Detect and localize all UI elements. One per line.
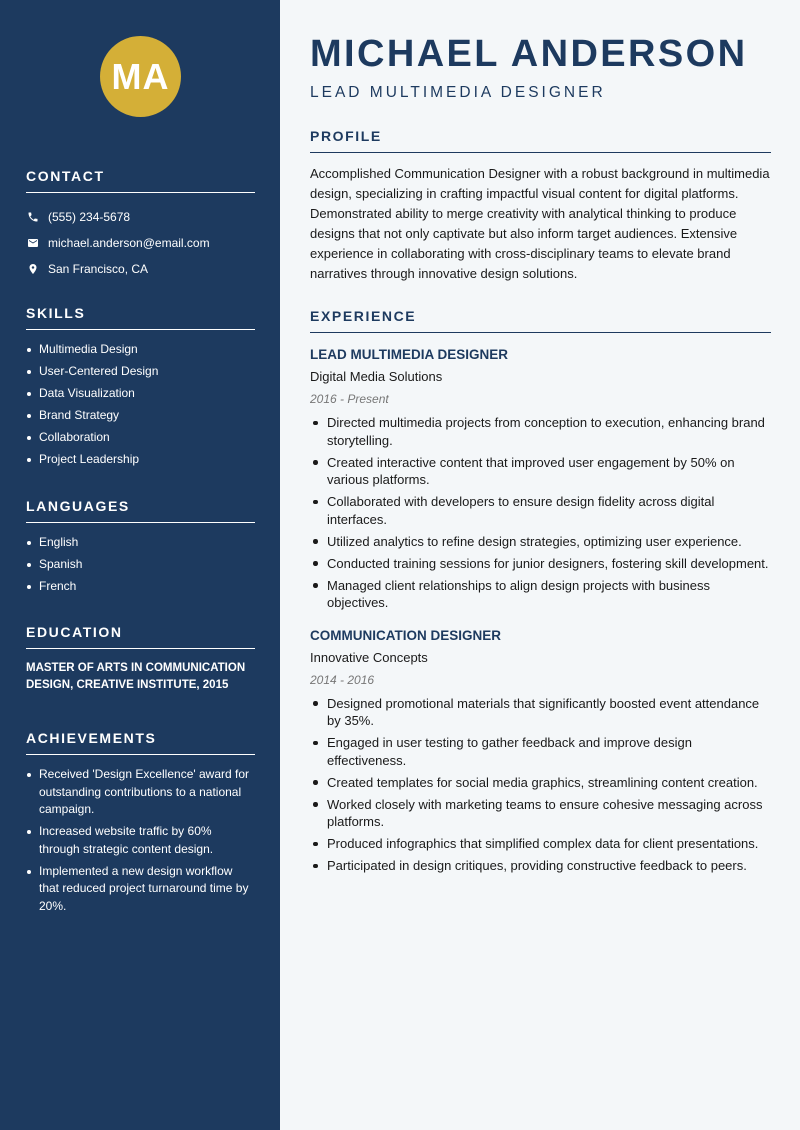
job-bullet: Directed multimedia projects from conception to execution, enhancing brand storytelling.	[310, 414, 771, 449]
candidate-name: MICHAEL ANDERSON	[310, 33, 748, 75]
achievement-item: Implemented a new design workflow that reduced project turnaround time by 20%.	[26, 863, 255, 916]
language-item: Spanish	[26, 556, 255, 574]
phone-text: (555) 234-5678	[48, 210, 131, 224]
skills-heading: SKILLS	[26, 305, 255, 330]
job-bullet: Created interactive content that improved user engagement by 50% on various platforms.	[310, 454, 771, 489]
job-bullet: Produced infographics that simplified complex data for client presentations.	[310, 835, 771, 853]
job-bullet: Created templates for social media graphics, streamlining content creation.	[310, 774, 771, 792]
achievements-section	[26, 730, 255, 920]
language-item: French	[26, 578, 255, 596]
job-entry	[310, 626, 771, 875]
job-bullet: Designed promotional materials that significantly boosted event attendance by 35%.	[310, 695, 771, 730]
skill-item: Brand Strategy	[26, 407, 255, 425]
job-bullet: Managed client relationships to align design projects with business objectives.	[310, 577, 771, 612]
contact-email	[26, 230, 255, 256]
experience-section	[310, 308, 771, 879]
skill-item: Collaboration	[26, 429, 255, 447]
email-icon	[26, 237, 39, 250]
job-bullet: Conducted training sessions for junior designers, fostering skill development.	[310, 555, 771, 573]
education-entry: MASTER OF ARTS IN COMMUNICATION DESIGN, CREATIVE INSTITUTE, 2015	[26, 662, 246, 691]
phone-icon	[26, 211, 39, 224]
job-bullet: Engaged in user testing to gather feedback and improve design effectiveness.	[310, 734, 771, 769]
language-item: English	[26, 534, 255, 552]
profile-heading: PROFILE	[310, 128, 771, 153]
job-bullet: Worked closely with marketing teams to ensure cohesive messaging across platforms.	[310, 796, 771, 831]
candidate-title: LEAD MULTIMEDIA DESIGNER	[310, 84, 606, 101]
job-bullet: Utilized analytics to refine design strategies, optimizing user experience.	[310, 533, 771, 551]
avatar: MA	[100, 36, 181, 117]
languages-section	[26, 498, 255, 600]
email-text: michael.anderson@email.com	[48, 236, 210, 250]
skill-item: User-Centered Design	[26, 363, 255, 381]
education-heading: EDUCATION	[26, 624, 255, 649]
contact-phone	[26, 204, 255, 230]
location-pin-icon	[26, 263, 39, 276]
achievement-item: Increased website traffic by 60% through strategic content design.	[26, 823, 255, 858]
job-dates: 2014 - 2016	[310, 672, 375, 687]
skill-item: Project Leadership	[26, 451, 255, 469]
contact-location	[26, 256, 255, 282]
job-title: LEAD MULTIMEDIA DESIGNER	[310, 347, 508, 362]
contact-section	[26, 168, 255, 282]
job-company: Innovative Concepts	[310, 649, 428, 665]
job-company: Digital Media Solutions	[310, 369, 443, 384]
skill-item: Data Visualization	[26, 385, 255, 403]
main-content	[280, 0, 800, 1130]
education-section	[26, 624, 255, 694]
languages-heading: LANGUAGES	[26, 498, 255, 523]
experience-heading: EXPERIENCE	[310, 308, 771, 333]
achievements-heading: ACHIEVEMENTS	[26, 730, 255, 755]
sidebar	[0, 0, 280, 1130]
achievement-item: Received 'Design Excellence' award for outstanding contributions to a national campaign.	[26, 766, 255, 819]
job-bullet: Participated in design critiques, providing constructive feedback to peers.	[310, 857, 771, 875]
job-entry	[310, 345, 771, 612]
skills-section	[26, 305, 255, 473]
profile-text: Accomplished Communication Designer with a robust background in multimedia design, specializing in crafting impactful visual content for digital platforms. Demonstrated ability to merge creativity with analytical thinking to produce designs that not only captivate but also inform target audiences. Extensive experience in collaborating with cross-disciplinary teams to elevate brand narratives through innovative design solutions.	[310, 166, 770, 281]
job-title: COMMUNICATION DESIGNER	[310, 627, 501, 643]
job-bullet: Collaborated with developers to ensure design fidelity across digital interfaces.	[310, 493, 771, 528]
profile-section	[310, 128, 771, 284]
skill-item: Multimedia Design	[26, 341, 255, 359]
job-dates: 2016 - Present	[310, 392, 389, 406]
location-text: San Francisco, CA	[48, 262, 149, 276]
contact-heading: CONTACT	[26, 168, 255, 193]
